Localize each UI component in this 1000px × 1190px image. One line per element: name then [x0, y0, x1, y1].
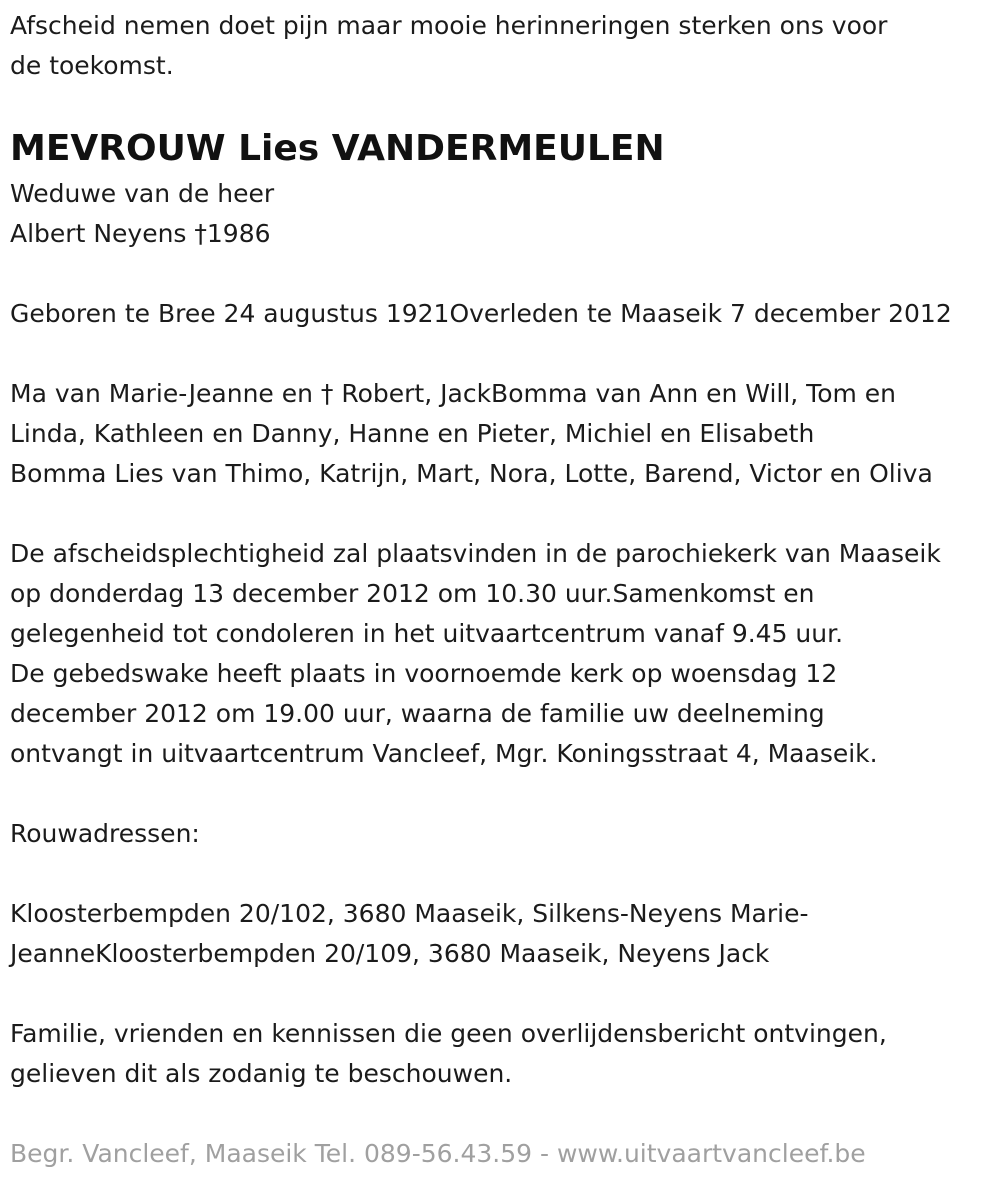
addresses-label: Rouwadressen:: [10, 819, 200, 848]
closing-line-2: gelieven dit als zodanig te beschouwen.: [10, 1059, 513, 1088]
ceremony-line-2: op donderdag 13 december 2012 om 10.30 uur.Samenkomst en: [10, 579, 815, 608]
funeral-home-footer: Begr. Vancleef, Maaseik Tel. 089-56.43.59 - www.uitvaartvancleef.be: [10, 1139, 866, 1168]
spacer: [10, 974, 990, 1014]
relation-line-1: Weduwe van de heer: [10, 179, 275, 208]
ceremony-line-1: De afscheidsplechtigheid zal plaatsvinden in de parochiekerk van Maaseik: [10, 539, 941, 568]
ceremony-line-4: De gebedswake heeft plaats in voornoemde kerk op woensdag 12: [10, 659, 838, 688]
family-line-3: Bomma Lies van Thimo, Katrijn, Mart, Nora, Lotte, Barend, Victor en Oliva: [10, 459, 933, 488]
deceased-name: MEVROUW Lies VANDERMEULEN: [10, 128, 665, 169]
intro-line-1: Afscheid nemen doet pijn maar mooie herinneringen sterken ons voor: [10, 11, 888, 40]
spacer: [10, 334, 990, 374]
intro-line-2: de toekomst.: [10, 51, 174, 80]
deceased-relation: [10, 174, 990, 254]
relation-line-2: Albert Neyens †1986: [10, 219, 271, 248]
spacer: [10, 254, 990, 294]
closing-note: [10, 1014, 990, 1094]
addresses-heading: [10, 814, 990, 854]
family-line-1: Ma van Marie-Jeanne en † Robert, JackBomma van Ann en Will, Tom en: [10, 379, 897, 408]
spacer: [10, 854, 990, 894]
dates-line-1: Geboren te Bree 24 augustus 1921Overleden te Maaseik 7 december 2012: [10, 299, 952, 328]
spacer: [10, 494, 990, 534]
ceremony-info: [10, 534, 990, 774]
closing-line-1: Familie, vrienden en kennissen die geen overlijdensbericht ontvingen,: [10, 1019, 887, 1048]
addresses-list: [10, 894, 990, 974]
family-list: [10, 374, 990, 494]
birth-death-dates: [10, 294, 990, 334]
ceremony-line-6: ontvangt in uitvaartcentrum Vancleef, Mgr. Koningsstraat 4, Maaseik.: [10, 739, 878, 768]
intro-quote: [10, 6, 990, 86]
family-line-2: Linda, Kathleen en Danny, Hanne en Pieter, Michiel en Elisabeth: [10, 419, 815, 448]
ceremony-line-5: december 2012 om 19.00 uur, waarna de familie uw deelneming: [10, 699, 825, 728]
address-line-1: Kloosterbempden 20/102, 3680 Maaseik, Silkens-Neyens Marie-: [10, 899, 809, 928]
spacer: [10, 774, 990, 814]
ceremony-line-3: gelegenheid tot condoleren in het uitvaartcentrum vanaf 9.45 uur.: [10, 619, 844, 648]
address-line-2: JeanneKloosterbempden 20/109, 3680 Maaseik, Neyens Jack: [10, 939, 770, 968]
